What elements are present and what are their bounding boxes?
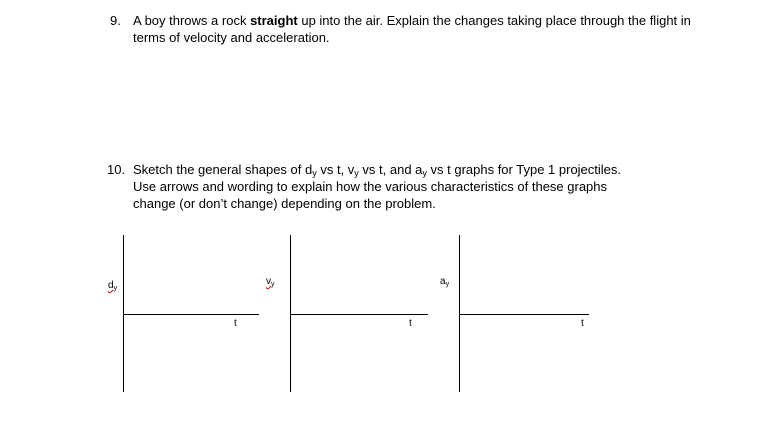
graph-2-x-axis	[290, 314, 428, 315]
graph-2-y-label	[266, 276, 275, 288]
graph-1-y-label	[108, 280, 117, 292]
question-10-number: 10.	[107, 162, 126, 177]
question-9-line-1	[133, 12, 710, 29]
graph-2-y-label-sub: y	[271, 281, 275, 288]
question-9-emphasis: straight	[250, 13, 298, 28]
subscript-y: y	[354, 168, 359, 178]
question-10-line-1-part-d: vs t graphs for Type 1 projectiles.	[426, 162, 622, 177]
graph-1-x-axis	[123, 314, 259, 315]
question-9	[110, 12, 710, 46]
graph-2-y-label-text: v	[266, 276, 271, 287]
question-10-line-1-part-a: Sketch the general shapes of d	[133, 162, 313, 177]
question-9-text	[133, 12, 710, 46]
graph-3-x-axis	[459, 314, 589, 315]
question-10-line-1	[133, 161, 710, 178]
graph-1-x-label: t	[234, 318, 237, 329]
graph-3-x-label: t	[581, 318, 584, 329]
question-9-number: 9.	[110, 13, 121, 28]
question-10	[107, 161, 710, 212]
question-10-line-1-part-c: vs t, and a	[358, 162, 423, 177]
graph-3-y-label-text: a	[440, 276, 446, 287]
graph-3-y-label	[440, 276, 449, 288]
graph-1-y-label-text: d	[108, 280, 114, 291]
question-10-text	[133, 161, 710, 212]
subscript-y: y	[312, 168, 317, 178]
question-9-line-2: terms of velocity and acceleration.	[133, 30, 330, 45]
question-10-line-3: change (or don’t change) depending on the problem.	[133, 196, 436, 211]
graph-2-x-label: t	[409, 318, 412, 329]
question-10-line-1-part-b: vs t, v	[316, 162, 355, 177]
graph-1-y-label-sub: y	[113, 285, 118, 292]
question-10-line-2: Use arrows and wording to explain how the various characteristics of these graphs	[133, 179, 608, 194]
graph-3-y-label-sub: y	[445, 281, 450, 288]
question-9-line-1-start: A boy throws a rock	[133, 13, 251, 28]
question-9-line-1-end: up into the air. Explain the changes taking place through the flight in	[297, 13, 691, 28]
subscript-y: y	[422, 168, 427, 178]
